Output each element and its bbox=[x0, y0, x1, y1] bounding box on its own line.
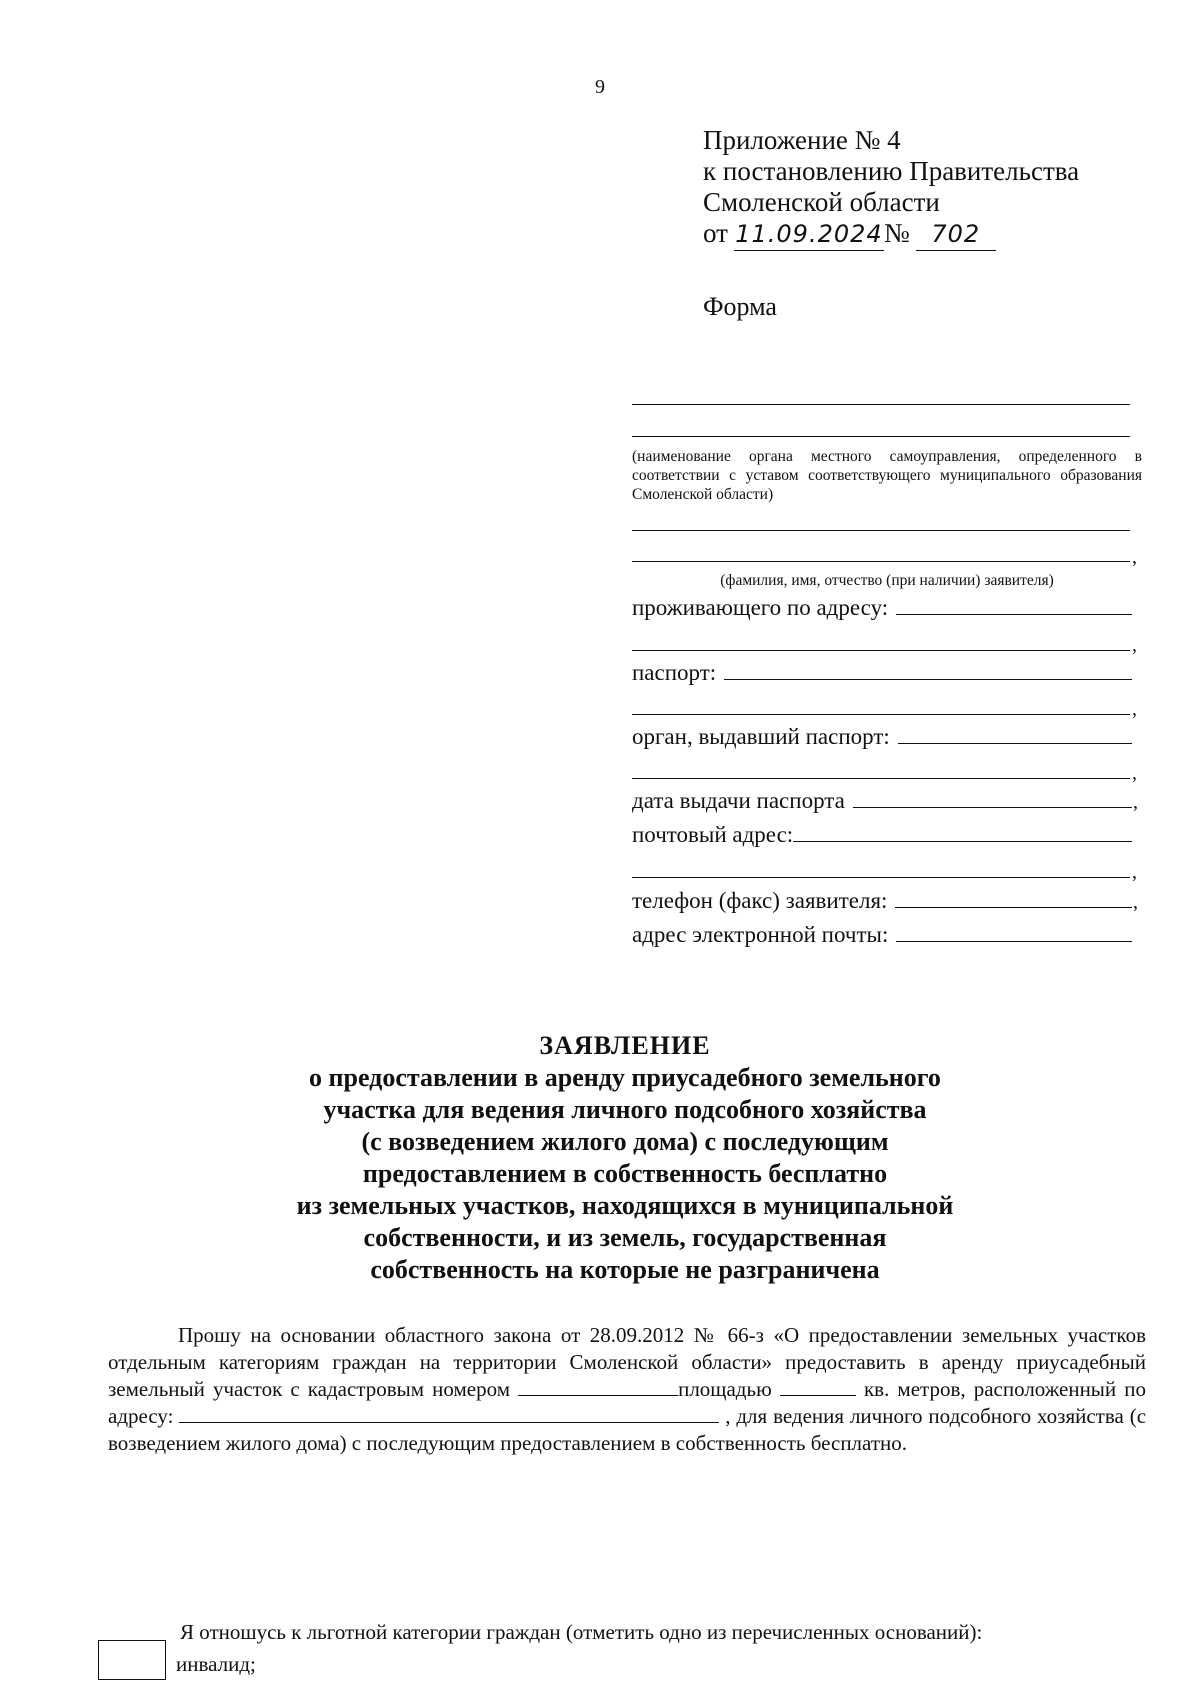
title-line: собственности, и из земель, государственная bbox=[363, 1223, 887, 1252]
appendix-block bbox=[703, 125, 1079, 251]
comma: , bbox=[1132, 634, 1137, 656]
title-line: предоставлением в собственность бесплатно bbox=[362, 1159, 888, 1188]
title-line: собственность на которые не разграничена bbox=[370, 1255, 880, 1284]
passport-blank[interactable] bbox=[724, 661, 1132, 680]
area-blank[interactable] bbox=[780, 1379, 856, 1396]
address-blank[interactable] bbox=[896, 596, 1132, 615]
comma: , bbox=[1132, 698, 1137, 720]
cadastral-number-blank[interactable] bbox=[518, 1379, 678, 1396]
statement-title: ЗАЯВЛЕНИЕ bbox=[539, 1031, 711, 1060]
comma: , bbox=[1133, 891, 1138, 913]
title-line: о предоставлении в аренду приусадебного земельного bbox=[309, 1063, 941, 1092]
plot-address-blank[interactable] bbox=[179, 1406, 719, 1423]
statement-title-block bbox=[0, 1030, 1200, 1286]
applicant-name-line-1[interactable] bbox=[632, 530, 1130, 531]
disabled-checkbox[interactable] bbox=[98, 1640, 166, 1680]
area-label: площадью bbox=[678, 1377, 772, 1401]
from-label: от bbox=[703, 218, 728, 248]
issue-date-label: дата выдачи паспорта bbox=[632, 788, 845, 813]
appendix-title: Приложение № 4 bbox=[703, 125, 901, 155]
phone-field bbox=[632, 888, 1132, 914]
passport-line-2[interactable] bbox=[632, 714, 1130, 715]
authority-note: (наименование органа местного самоуправления, определенного в соответствии с уставом соответствующего муниципального образования Смоленской области) bbox=[632, 448, 1142, 503]
issuer-label: орган, выдавший паспорт: bbox=[632, 724, 890, 749]
applicant-note: (фамилия, имя, отчество (при наличии) заявителя) bbox=[720, 572, 1054, 589]
issue-date-field bbox=[632, 788, 1132, 814]
title-line: участка для ведения личного подсобного хозяйства bbox=[323, 1095, 927, 1124]
benefit-intro: Я отношусь к льготной категории граждан (отметить одно из перечисленных оснований): bbox=[180, 1620, 983, 1644]
issue-date-blank[interactable] bbox=[853, 789, 1132, 808]
number-label: № bbox=[883, 218, 910, 248]
title-line: (с возведением жилого дома) с последующим bbox=[361, 1127, 889, 1156]
applicant-name-line-2[interactable] bbox=[632, 561, 1130, 562]
email-field bbox=[632, 922, 1132, 948]
sq-label: кв. метров, расположенный по адресу: bbox=[108, 1377, 1146, 1428]
comma: , bbox=[1133, 791, 1138, 813]
postal-field bbox=[632, 822, 1132, 848]
comma: , bbox=[1132, 861, 1137, 883]
phone-label: телефон (факс) заявителя: bbox=[632, 888, 888, 913]
authority-line-1[interactable] bbox=[632, 404, 1130, 405]
postal-line-2[interactable] bbox=[632, 877, 1130, 878]
comma: , bbox=[1132, 546, 1137, 568]
handwritten-date: 11.09.2024 bbox=[734, 219, 884, 251]
issuer-field bbox=[632, 724, 1132, 750]
issuer-line-2[interactable] bbox=[632, 778, 1130, 779]
email-label: адрес электронной почты: bbox=[632, 922, 889, 947]
appendix-line-region: Смоленской области bbox=[703, 187, 940, 217]
benefit-option-disabled: инвалид; bbox=[176, 1652, 256, 1676]
form-label: Форма bbox=[703, 292, 777, 321]
passport-label: паспорт: bbox=[632, 660, 717, 685]
address-field bbox=[632, 595, 1132, 621]
request-text: Прошу на основании областного закона от 28.09.2012 № 66-з «О предоставлении земельных участков отдельным категориям граждан на территории Смоленской области» предоставить в аренду приусадебный земельный участок с кадастровым номером bbox=[108, 1323, 1146, 1401]
phone-blank[interactable] bbox=[895, 889, 1132, 908]
address-line-2[interactable] bbox=[632, 650, 1130, 651]
address-label: проживающего по адресу: bbox=[632, 595, 889, 620]
purpose-text: для ведения личного подсобного хозяйства (с возведением жилого дома) с последующим предоставлением в собственность бесплатно. bbox=[108, 1404, 1147, 1455]
comma: , bbox=[1132, 762, 1137, 784]
postal-label: почтовый адрес: bbox=[632, 822, 794, 847]
page-number: 9 bbox=[595, 76, 605, 98]
email-blank[interactable] bbox=[896, 923, 1132, 942]
issuer-blank[interactable] bbox=[898, 725, 1132, 744]
appendix-line-decree: к постановлению Правительства bbox=[703, 156, 1080, 186]
appendix-date-line bbox=[703, 218, 1079, 251]
comma: , bbox=[725, 1404, 731, 1428]
authority-line-2[interactable] bbox=[632, 436, 1130, 437]
title-line: из земельных участков, находящихся в муниципальной bbox=[296, 1191, 954, 1220]
handwritten-number: 702 bbox=[916, 219, 996, 251]
postal-blank[interactable] bbox=[793, 823, 1132, 842]
passport-field bbox=[632, 660, 1132, 686]
request-paragraph bbox=[108, 1322, 1146, 1457]
